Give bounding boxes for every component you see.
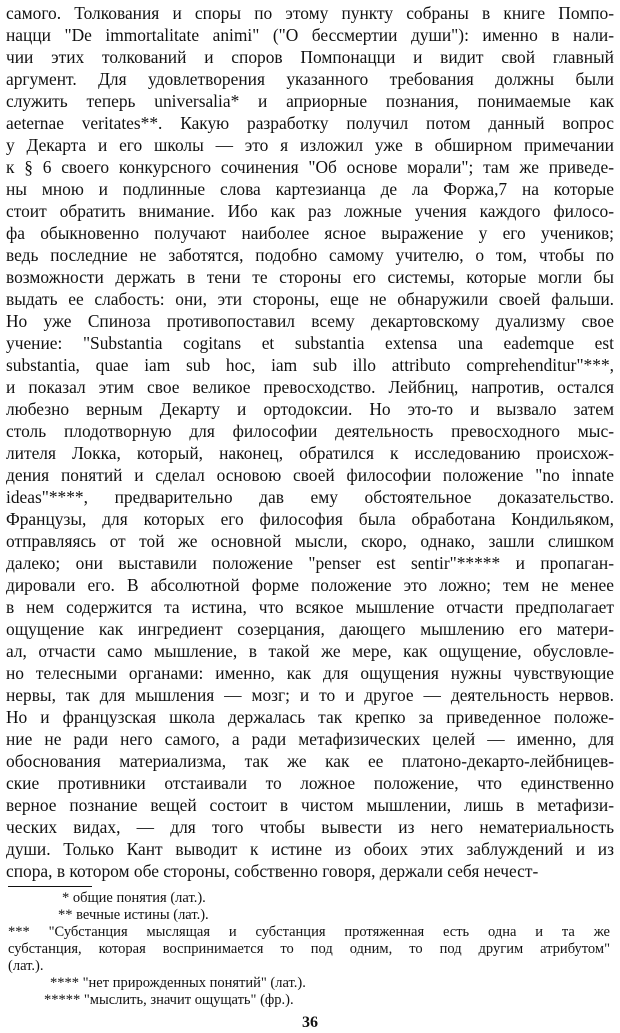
footnote: * общие понятия (лат.). bbox=[62, 890, 206, 906]
text-line: но телесными органами: именно, как для ощущения нужны чувствующие bbox=[6, 663, 614, 683]
text-line: Но уже Спиноза противопоставил всему декартовскому дуализму свое bbox=[6, 311, 614, 331]
text-line: нервы, так для мышления — мозг; и то и другое — деятельность нервов. bbox=[6, 685, 614, 705]
text-line: обоснования материализма, так же как ее платоно-декарто-лейбницев- bbox=[6, 751, 614, 771]
text-line: дения понятий и сделал основою своей философии положение "no innate bbox=[6, 465, 614, 485]
text-line: спора, в котором обе стороны, собственно говоря, держали себя нечест- bbox=[6, 861, 539, 881]
footnote: субстанция, которая воспринимается то под одним, то под другим атрибутом" bbox=[8, 941, 610, 957]
footnote-separator bbox=[8, 886, 92, 887]
text-line: ал, отчасти само мышление, в такой же мере, как ощущение, обусловле- bbox=[6, 641, 614, 661]
text-line: дировали его. В абсолютной форме положение это ложно; тем не менее bbox=[6, 575, 614, 595]
text-line: учение: "Substantia cogitans et substantia extensa una eademque est bbox=[6, 333, 614, 353]
text-line: Но и французская школа держалась так крепко за приведенное положе- bbox=[6, 707, 614, 727]
footnote: *** "Субстанция мыслящая и субстанция протяженная есть одна и та же bbox=[8, 924, 610, 940]
text-line: у Декарта и его школы — это я изложил уже в обширном примечании bbox=[6, 135, 614, 155]
text-line: Французы, для которых его философия была обработана Кондильяком, bbox=[6, 509, 614, 529]
text-line: аргумент. Для удовлетворения указанного требования должны были bbox=[6, 69, 614, 89]
text-line: отправляясь от той же основной мысли, скоро, однако, зашли слишком bbox=[6, 531, 614, 551]
text-line: верное познание вещей состоит в чистом мышлении, лишь в метафизи- bbox=[6, 795, 614, 815]
text-line: самого. Толкования и споры по этому пункту собраны в книге Помпо- bbox=[6, 3, 614, 23]
footnote: **** "нет прирожденных понятий" (лат.). bbox=[50, 975, 306, 991]
text-line: ческих видах, — для того чтобы вывести из него нематериальность bbox=[6, 817, 614, 837]
text-line: служить теперь universalia* и априорные познания, понимаемые как bbox=[6, 91, 614, 111]
text-line: чии этих толкований и споров Помпонацци и видит свой главный bbox=[6, 47, 614, 67]
footnote: (лат.). bbox=[8, 958, 44, 974]
text-line: ские противники отстаивали то ложное положение, что единственно bbox=[6, 773, 614, 793]
text-line: substantia, quae iam sub hoc, iam sub illo attributo comprehenditur"***, bbox=[6, 355, 614, 375]
text-line: к § 6 своего конкурсного сочинения "Об основе морали"; там же приведе- bbox=[6, 157, 614, 177]
text-line: любезно верным Декарту и ортодоксии. Но это-то и вызвало затем bbox=[6, 399, 614, 419]
text-line: ны мною и подлинные слова картезианца де ла Форжа,7 на которые bbox=[6, 179, 614, 199]
text-line: ideas"****, предварительно дав ему обстоятельное доказательство. bbox=[6, 487, 614, 507]
text-line: выдать ее слабость: они, эти стороны, еще не обнаружили своей фальши. bbox=[6, 289, 614, 309]
footnote: ** вечные истины (лат.). bbox=[58, 907, 209, 923]
text-line: и показал этим свое великое превосходство. Лейбниц, напротив, остался bbox=[6, 377, 614, 397]
text-line: возможности держать в тени те стороны его системы, которые могли бы bbox=[6, 267, 614, 287]
text-line: души. Только Кант выводит к истине из обоих этих заблуждений и из bbox=[6, 839, 614, 859]
text-line: в нем содержится та истина, что всякое мышление отчасти предполагает bbox=[6, 597, 614, 617]
text-line: aeternae veritates**. Какую разработку получил потом данный вопрос bbox=[6, 113, 614, 133]
text-line: фа обыкновенно получают наиболее ясное выражение у его учеников; bbox=[6, 223, 614, 243]
text-line: лителя Локка, который, наконец, обратился к исследованию происхож- bbox=[6, 443, 614, 463]
text-line: далеко; они выставили положение "penser est sentir"***** и пропаган- bbox=[6, 553, 614, 573]
text-line: нацци "De immortalitate animi" ("О бессмертии души"): именно в нали- bbox=[6, 25, 614, 45]
text-line: ние не ради него самого, а ради метафизических целей — именно, для bbox=[6, 729, 614, 749]
footnote: ***** "мыслить, значит ощущать" (фр.). bbox=[44, 992, 294, 1008]
text-line: ощущение как ингредиент созерцания, дающего мышлению его матери- bbox=[6, 619, 614, 639]
text-line: ведь последние не заботятся, подобно самому учителю, о том, чтобы по bbox=[6, 245, 614, 265]
page-number: 36 bbox=[302, 1014, 318, 1031]
text-line: стоит обратить внимание. Ибо как раз ложные учения каждого филосо- bbox=[6, 201, 614, 221]
text-line: столь плодотворную для философии деятельность превосходного мыс- bbox=[6, 421, 614, 441]
